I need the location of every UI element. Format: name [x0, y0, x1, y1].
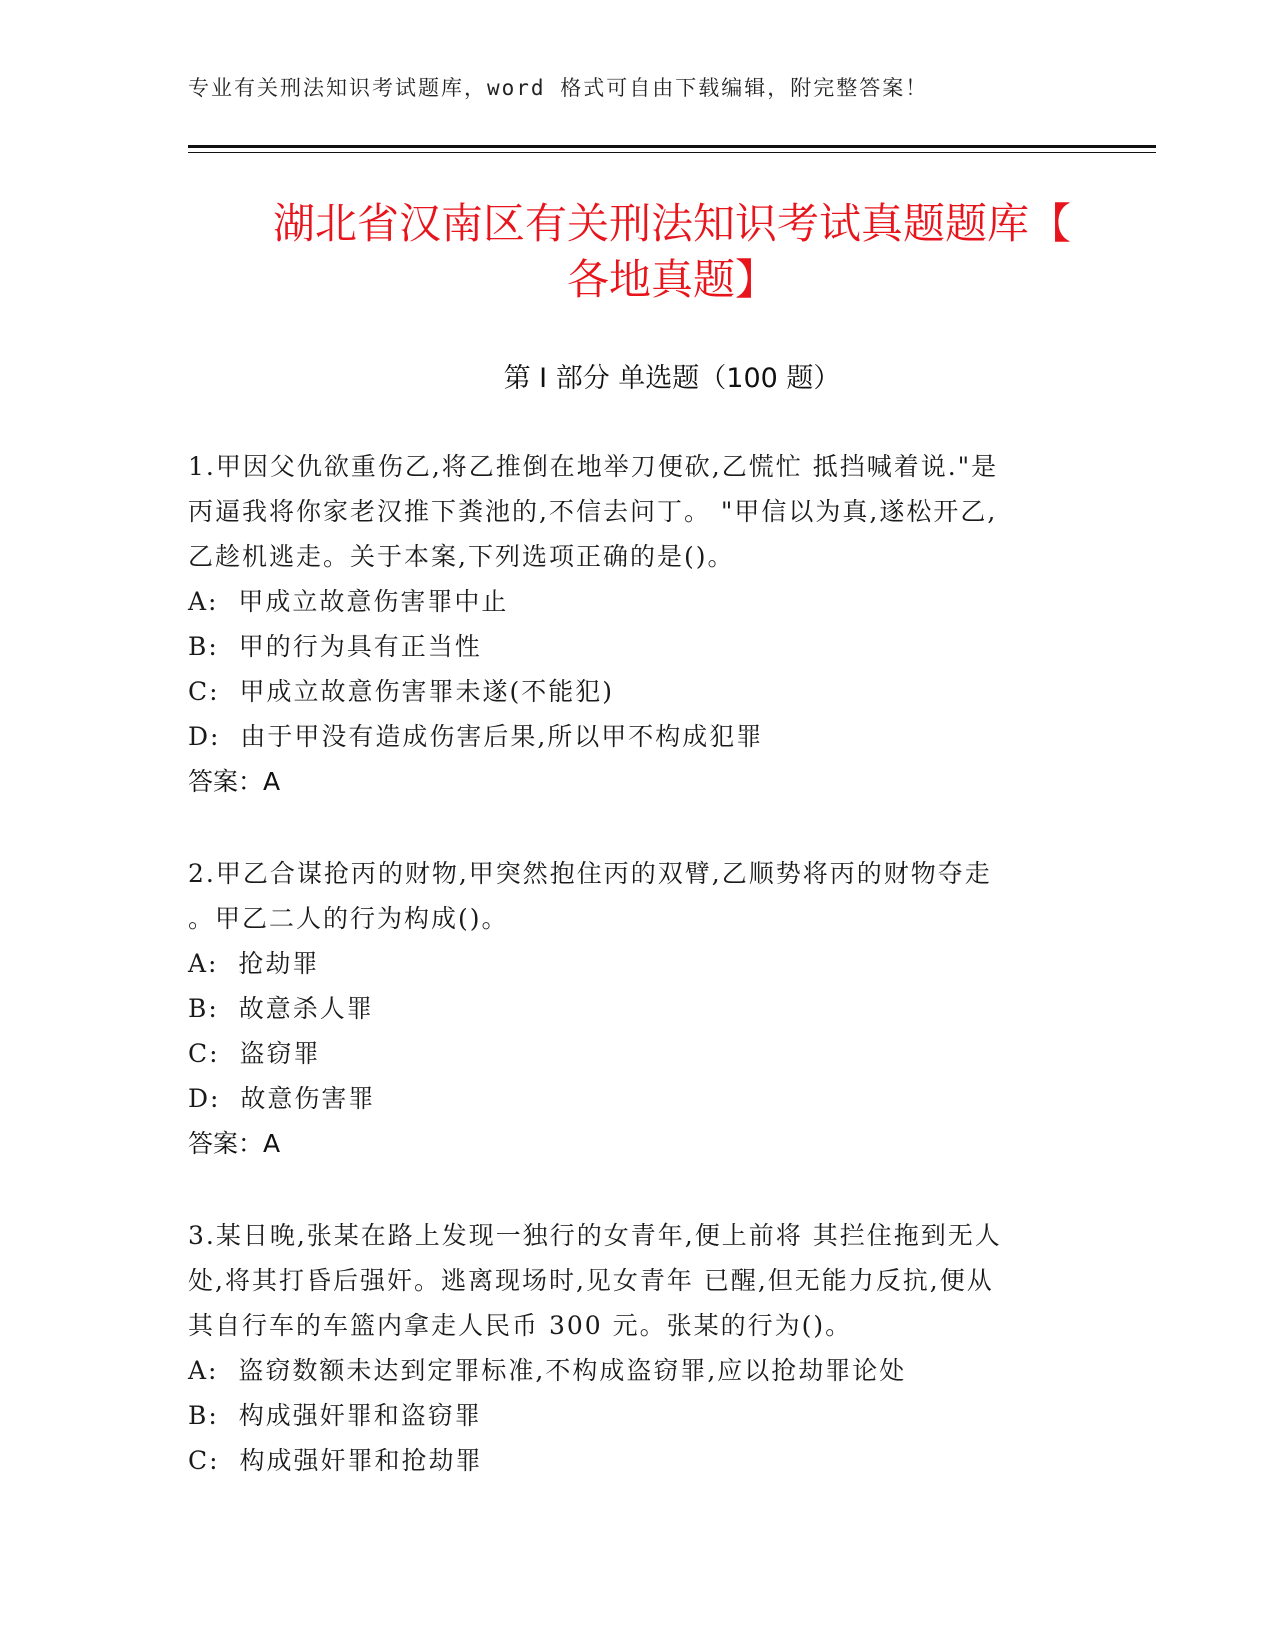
- question-stem-line: 丙逼我将你家老汉推下粪池的,不信去问丁。 "甲信以为真,遂松开乙,: [188, 497, 998, 526]
- question-stem-line: 1.甲因父仇欲重伤乙,将乙推倒在地举刀便砍,乙慌忙 抵挡喊着说."是: [188, 452, 999, 481]
- option-b: B: 甲的行为具有正当性: [188, 632, 482, 661]
- question-3: [188, 1213, 1088, 1483]
- option-c: C: 盗窃罪: [188, 1039, 321, 1068]
- question-list: [188, 444, 1088, 1530]
- question-2: [188, 851, 1088, 1166]
- question-stem-line: 3.某日晚,张某在路上发现一独行的女青年,便上前将 其拦住拖到无人: [188, 1221, 1002, 1250]
- option-b: B: 故意杀人罪: [188, 994, 374, 1023]
- option-c: C: 构成强奸罪和抢劫罪: [188, 1446, 483, 1475]
- question-1: [188, 444, 1088, 804]
- question-stem-line: 2.甲乙合谋抢丙的财物,甲突然抱住丙的双臂,乙顺势将丙的财物夺走: [188, 859, 992, 888]
- document-title: [188, 196, 1156, 308]
- option-a: A: 甲成立故意伤害罪中止: [188, 587, 509, 616]
- answer-label: 答案：A: [188, 767, 281, 796]
- option-c: C: 甲成立故意伤害罪未遂(不能犯): [188, 677, 614, 706]
- question-stem-line: 。甲乙二人的行为构成()。: [188, 904, 509, 933]
- option-b: B: 构成强奸罪和盗窃罪: [188, 1401, 482, 1430]
- document-title-line-2: 各地真题】: [566, 255, 777, 304]
- question-stem-line: 其自行车的车篮内拿走人民币 300 元。张某的行为()。: [188, 1311, 853, 1340]
- option-d: D: 由于甲没有造成伤害后果,所以甲不构成犯罪: [188, 722, 764, 751]
- option-d: D: 故意伤害罪: [188, 1084, 376, 1113]
- header-divider-thick: [188, 145, 1156, 148]
- question-stem-line: 乙趁机逃走。关于本案,下列选项正确的是()。: [188, 542, 735, 571]
- option-a: A: 盗窃数额未达到定罪标准,不构成盗窃罪,应以抢劫罪论处: [188, 1356, 907, 1385]
- document-title-line-1: 湖北省汉南区有关刑法知识考试真题题库【: [272, 199, 1071, 248]
- answer-label: 答案：A: [188, 1129, 281, 1158]
- option-a: A: 抢劫罪: [188, 949, 320, 978]
- section-heading: 第 I 部分 单选题（100 题）: [503, 363, 841, 394]
- header-divider-thin: [188, 152, 1156, 153]
- header-note: 专业有关刑法知识考试题库，word 格式可自由下载编辑，附完整答案！: [188, 76, 929, 100]
- question-stem-line: 处,将其打昏后强奸。逃离现场时,见女青年 已醒,但无能力反抗,便从: [188, 1266, 994, 1295]
